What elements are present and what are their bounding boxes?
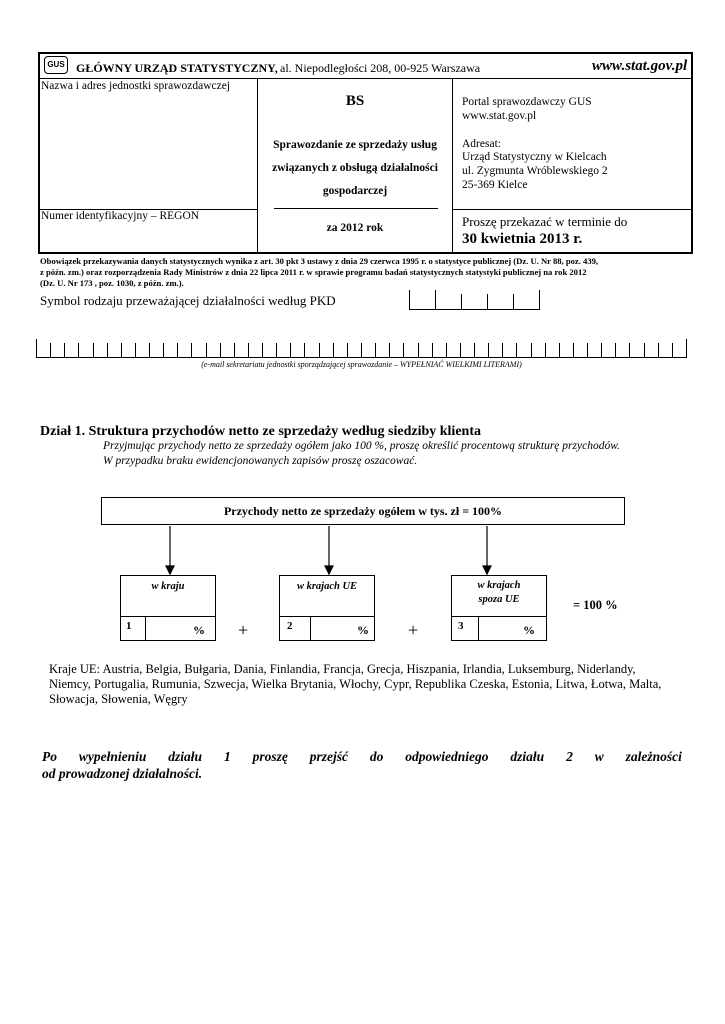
box-domestic-num: 1 [126, 620, 132, 632]
arrow-1-head [166, 566, 174, 574]
email-cell-divider [432, 343, 433, 358]
email-cell-divider [121, 343, 122, 358]
form-title-2: związanych z obsługą działalności [272, 162, 438, 174]
pkd-label: Symbol rodzaju przeważającej działalności według PKD [40, 293, 336, 308]
email-cell-divider [601, 343, 602, 358]
email-cell-divider [446, 343, 447, 358]
deadline-divider [452, 209, 693, 210]
email-cell-divider [276, 343, 277, 358]
footer-word: działu [168, 749, 203, 764]
portal-line-2: www.stat.gov.pl [462, 110, 537, 122]
section1-instr-1: Przyjmując przychody netto ze sprzedaży ogółem jako 100 %, proszę określić procentową strukturę przychodów. [103, 440, 620, 452]
pkd-input[interactable] [409, 290, 540, 310]
email-cell-divider [460, 343, 461, 358]
plus-sign-2: + [408, 620, 419, 640]
equals-100: = 100 % [573, 598, 618, 612]
email-cell-divider [319, 343, 320, 358]
footer-word: 1 [223, 749, 231, 764]
email-cell-divider [206, 343, 207, 358]
email-cell-divider [149, 343, 150, 358]
footer-word: działu [510, 749, 545, 764]
box-domestic-label: w kraju [151, 581, 185, 592]
adresat-label: Adresat: [462, 138, 501, 150]
email-cell-divider [220, 343, 221, 358]
section1-instr-2: W przypadku braku ewidencjonowanych zapisów proszę oszacować. [103, 455, 418, 467]
email-cell-divider [78, 343, 79, 358]
email-cell-divider [304, 343, 305, 358]
email-cell-divider [347, 343, 348, 358]
form-title-3: gospodarczej [322, 185, 388, 197]
adresat-line-3: 25-369 Kielce [462, 179, 528, 191]
eu-line-2: Niemcy, Portugalia, Rumunia, Szwecja, Wielka Brytania, Włochy, Cypr, Republika Czeska, Estonia, Litwa, Łotwa, Malta, [49, 677, 662, 691]
eu-line-3: Słowacja, Słowenia, Węgry [49, 692, 188, 706]
email-cell-divider [135, 343, 136, 358]
email-cell-divider [50, 343, 51, 358]
email-cell-divider [234, 343, 235, 358]
email-cell-divider [375, 343, 376, 358]
col-divider-2 [452, 78, 453, 254]
box-non-eu-label [452, 579, 546, 607]
non-eu-percent-input[interactable] [479, 617, 521, 640]
email-cell-divider [559, 343, 560, 358]
footer-line-1 [42, 749, 682, 765]
email-cell-divider [615, 343, 616, 358]
total-revenue-label: Przychody netto ze sprzedaży ogółem w tys. zł = 100% [223, 504, 503, 518]
box-eu-label: w krajach UE [296, 581, 358, 592]
email-cell-divider [629, 343, 630, 358]
adresat-line-2: ul. Zygmunta Wróblewskiego 2 [462, 165, 608, 177]
footer-word: Po [42, 749, 57, 764]
org-address: al. Niepodległości 208, 00-925 Warszawa [280, 61, 481, 75]
box-domestic [120, 575, 216, 641]
email-cell-divider [502, 343, 503, 358]
email-cell-divider [488, 343, 489, 358]
header-divider [38, 78, 693, 79]
footer-word: proszę [252, 749, 288, 764]
footer-word: wypełnieniu [78, 749, 147, 764]
box-eu-percent: % [357, 623, 369, 637]
domestic-percent-input[interactable] [146, 617, 190, 640]
email-cell-divider [36, 339, 37, 358]
website: www.stat.gov.pl [592, 58, 688, 74]
plus-sign-1: + [238, 620, 249, 640]
org-name: GŁÓWNY URZĄD STATYSTYCZNY, [76, 61, 278, 75]
form-title-1: Sprawozdanie ze sprzedaży usług [273, 139, 437, 151]
footer-word: odpowiedniego [405, 749, 489, 764]
box-eu [279, 575, 375, 641]
box-non-eu-num: 3 [458, 620, 464, 632]
email-cell-divider [361, 343, 362, 358]
email-cell-divider [107, 343, 108, 358]
email-note: (e-mail sekretariatu jednostki sporządzającej sprawozdanie – WYPEŁNIAĆ WIELKIMI LITERAMI) [201, 360, 522, 369]
box-domestic-percent: % [193, 623, 205, 637]
footer-word: w [594, 749, 604, 764]
footer-word: przejść [309, 749, 348, 764]
eu-percent-input[interactable] [311, 617, 355, 640]
email-cell-divider [658, 343, 659, 358]
email-cell-divider [262, 343, 263, 358]
email-cell-divider [644, 343, 645, 358]
box-eu-num: 2 [287, 620, 293, 632]
email-cell-divider [686, 339, 687, 358]
email-cell-divider [573, 343, 574, 358]
email-cell-divider [93, 343, 94, 358]
email-cell-divider [177, 343, 178, 358]
box-non-eu-label-1: w krajach [477, 580, 521, 591]
arrow-3-head [483, 566, 491, 574]
email-cell-divider [587, 343, 588, 358]
unit-label: Nazwa i adres jednostki sprawozdawczej [41, 80, 231, 92]
logo-text: GUS [47, 60, 65, 69]
legal-text [40, 256, 690, 289]
box-non-eu-label-2: spoza UE [478, 594, 520, 605]
arrows [0, 524, 725, 576]
total-revenue-box [101, 497, 625, 525]
email-cell-divider [163, 343, 164, 358]
email-cell-divider [672, 343, 673, 358]
eu-line-1: Kraje UE: Austria, Belgia, Bułgaria, Dania, Finlandia, Francja, Grecja, Hiszpania, Irlandia, Luksemburg, Niderlandy, [49, 662, 636, 676]
footer-line-2: od prowadzonej działalności. [42, 766, 203, 781]
title-underline [274, 208, 438, 209]
arrow-2-head [325, 566, 333, 574]
email-cell-divider [474, 343, 475, 358]
email-cell-divider [389, 343, 390, 358]
email-cell-divider [191, 343, 192, 358]
gus-logo [44, 56, 68, 74]
deadline-date: 30 kwietnia 2013 r. [462, 231, 583, 247]
deadline-label: Proszę przekazać w terminie do [462, 214, 628, 229]
email-cell-divider [403, 343, 404, 358]
box-non-eu [451, 575, 547, 641]
legal-line-2: z późn. zm.) oraz rozporządzenia Rady Ministrów z dnia 22 lipca 2011 r. w sprawie programu badań statystycznych statystyki publicznej na rok 2012 [40, 267, 587, 277]
footer-word: 2 [566, 749, 573, 764]
footer-word: zależności [625, 749, 682, 764]
legal-line-3: (Dz. U. Nr 173 , poz. 1030, z późn. zm.). [40, 278, 184, 288]
email-cell-divider [333, 343, 334, 358]
email-input[interactable] [36, 339, 687, 358]
form-year: za 2012 rok [326, 222, 384, 234]
section1-title: Dział 1. Struktura przychodów netto ze sprzedaży według siedziby klienta [40, 424, 481, 439]
footer-word: do [369, 749, 384, 764]
email-cell-divider [418, 343, 419, 358]
email-cell-divider [531, 343, 532, 358]
email-cell-divider [545, 343, 546, 358]
box-non-eu-percent: % [523, 623, 535, 637]
adresat-line-1: Urząd Statystyczny w Kielcach [462, 151, 607, 163]
email-cell-divider [248, 343, 249, 358]
regon-label: Numer identyfikacyjny – REGON [41, 210, 200, 222]
legal-line-1: Obowiązek przekazywania danych statystycznych wynika z art. 30 pkt 3 ustawy z dnia 29 czerwca 1995 r. o statystyce publicznej (Dz. U. Nr 88, poz. 439, [40, 256, 599, 266]
eu-countries [49, 662, 689, 707]
email-cell-divider [290, 343, 291, 358]
email-cell-divider [64, 343, 65, 358]
email-cell-divider [516, 343, 517, 358]
portal-line-1: Portal sprawozdawczy GUS [462, 96, 592, 108]
form-code: BS [345, 93, 365, 109]
